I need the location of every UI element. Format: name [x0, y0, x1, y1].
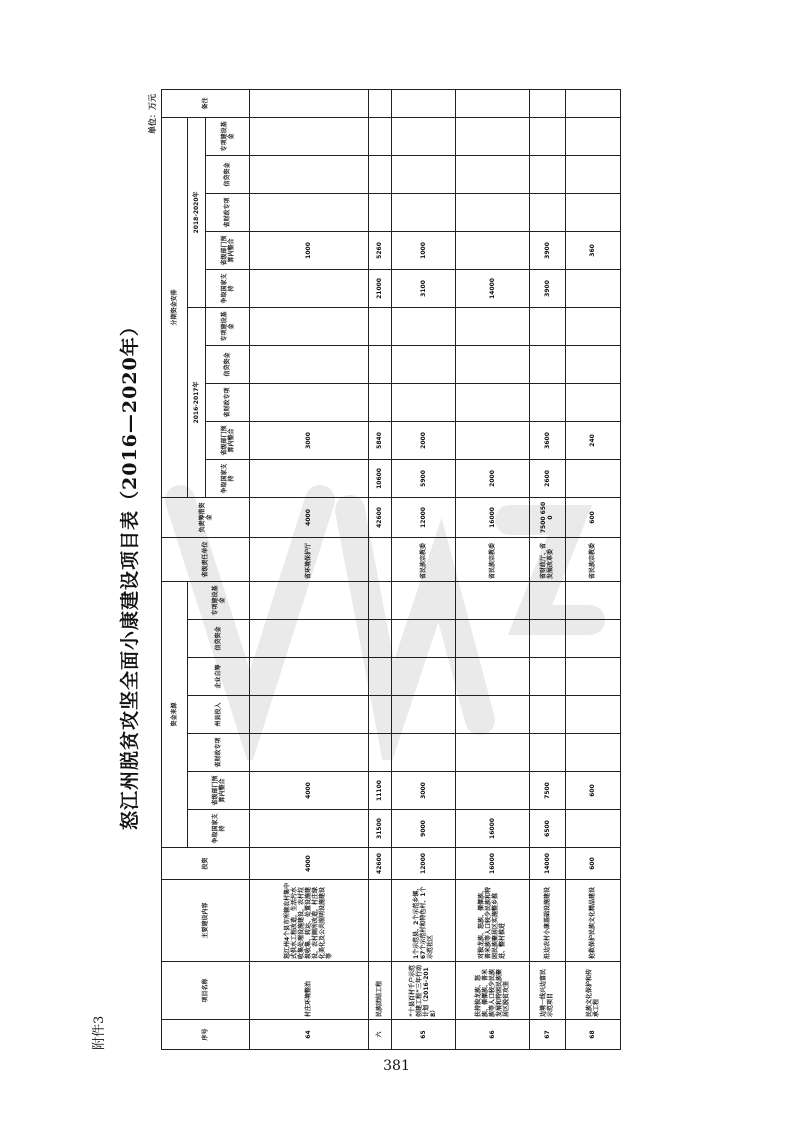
- header-p1-construction-fund: 专项建设基金: [206, 307, 250, 345]
- cell-fs-loan: [368, 620, 391, 658]
- cell-p1-construction-fund: [250, 307, 369, 345]
- table-row: [368, 89, 391, 1049]
- cell-p2-construction-fund: [368, 117, 391, 155]
- cell-p1-loan: [368, 345, 391, 383]
- cell-name: 村庄环境整治: [250, 962, 369, 1020]
- header-p2-loan: 信贷资金: [206, 155, 250, 193]
- cell-p2-loan: [392, 155, 456, 193]
- cell-p1-provincial-dept: 3600: [529, 421, 565, 459]
- cell-resp-unit: 省民族宗教委: [565, 537, 620, 581]
- header-investment: 投资: [162, 848, 250, 880]
- cell-remarks: [455, 89, 529, 117]
- cell-fs-provincial-dept: 600: [565, 772, 620, 810]
- cell-p2-provincial-dept: 1000: [250, 231, 369, 269]
- cell-fs-prefecture: [529, 696, 565, 734]
- cell-seq: 66: [455, 1020, 529, 1050]
- cell-p2-loan: [529, 155, 565, 193]
- cell-p1-loan: [565, 345, 620, 383]
- cell-fs-provincial-dept: 11100: [368, 772, 391, 810]
- cell-p1-construction-fund: [565, 307, 620, 345]
- cell-fs-national: 16000: [455, 810, 529, 848]
- cell-seq: 64: [250, 1020, 369, 1050]
- header-fs-provincial-dept: 省级部门预算内整合: [188, 772, 250, 810]
- header-p1-loan: 信贷资金: [206, 345, 250, 383]
- cell-p1-provincial-dept: 5840: [368, 421, 391, 459]
- cell-p1-loan: [529, 345, 565, 383]
- cell-fs-provincial-dept: 7500: [529, 772, 565, 810]
- cell-resp-funds: 42600: [368, 497, 391, 537]
- cell-fs-national: 9000: [392, 810, 456, 848]
- cell-fs-loan: [392, 620, 456, 658]
- header-seq: 序号: [162, 1020, 250, 1050]
- header-fs-loan: 信贷资金: [188, 620, 250, 658]
- cell-fs-national: [250, 810, 369, 848]
- cell-fs-loan: [455, 620, 529, 658]
- cell-p2-provincial-dept: 5260: [368, 231, 391, 269]
- cell-p1-national: [250, 459, 369, 497]
- cell-p2-provincial-special: [250, 193, 369, 231]
- cell-p1-provincial-dept: 240: [565, 421, 620, 459]
- cell-name: 民族文化保护和传承工程: [565, 962, 620, 1020]
- cell-seq: 68: [565, 1020, 620, 1050]
- cell-p2-provincial-dept: [455, 231, 529, 269]
- cell-fs-provincial-dept: [455, 772, 529, 810]
- cell-p2-loan: [565, 155, 620, 193]
- cell-name: “十县百村千户示范创建工程”三年行动计划（2016-2018）: [392, 962, 456, 1020]
- header-period-2: 2018-2020年: [188, 117, 206, 307]
- cell-investment: 42600: [368, 848, 391, 880]
- cell-fs-provincial-special: [250, 734, 369, 772]
- header-fs-enterprise: 企业自筹: [188, 658, 250, 696]
- cell-content: [368, 880, 391, 962]
- cell-fs-loan: [250, 620, 369, 658]
- cell-p2-national: [250, 269, 369, 307]
- cell-p2-construction-fund: [565, 117, 620, 155]
- cell-fs-prefecture: [455, 696, 529, 734]
- cell-p1-construction-fund: [529, 307, 565, 345]
- cell-fs-enterprise: [368, 658, 391, 696]
- cell-fs-provincial-special: [392, 734, 456, 772]
- cell-resp-funds: 600: [565, 497, 620, 537]
- cell-p2-provincial-special: [455, 193, 529, 231]
- cell-p1-provincial-special: [565, 383, 620, 421]
- cell-p2-construction-fund: [392, 117, 456, 155]
- cell-investment: 16000: [455, 848, 529, 880]
- cell-fs-prefecture: [392, 696, 456, 734]
- page-title: 怒江州脱贫攻坚全面小康建设项目表（2016—2020年）: [119, 316, 141, 830]
- table-row: [250, 89, 369, 1049]
- cell-resp-funds: 16000: [455, 497, 529, 537]
- cell-content: 怒江州4个县市所辖农村集中式供水工程改造，生活污水收集处理设施建设，农村垃圾收集、转运、处置设施建设，农村厕所改造，村庄绿化美化及公共照明设施建设等: [250, 880, 369, 962]
- header-resp-funds: 负责筹措资金: [162, 497, 250, 537]
- header-p2-construction-fund: 专项建设基金: [206, 117, 250, 155]
- cell-p2-provincial-special: [529, 193, 565, 231]
- header-fs-construction-fund: 专项建设基金: [188, 581, 250, 619]
- cell-remarks: [392, 89, 456, 117]
- cell-fs-construction-fund: [455, 581, 529, 619]
- header-remarks: 备注: [162, 89, 250, 117]
- cell-fs-construction-fund: [250, 581, 369, 619]
- cell-fs-enterprise: [250, 658, 369, 696]
- header-p1-provincial-dept: 省级部门预算内整合: [206, 421, 250, 459]
- header-period-1: 2016-2017年: [188, 307, 206, 497]
- cell-p1-provincial-dept: 3000: [250, 421, 369, 459]
- cell-name: 边境一线兴边富民示范项目: [529, 962, 565, 1020]
- cell-fs-provincial-dept: 4000: [250, 772, 369, 810]
- cell-content: 沿边农村小康基础设施建设: [529, 880, 565, 962]
- header-name: 项目名称: [162, 962, 250, 1020]
- cell-p2-national: 3100: [392, 269, 456, 307]
- cell-p2-provincial-special: [565, 193, 620, 231]
- cell-fs-construction-fund: [565, 581, 620, 619]
- cell-fs-enterprise: [392, 658, 456, 696]
- cell-seq: 六: [368, 1020, 391, 1050]
- cell-p2-provincial-dept: 1000: [392, 231, 456, 269]
- cell-fs-provincial-special: [565, 734, 620, 772]
- cell-name: 扶持独龙族、怒族、傈僳族、普米族等人口较少民族发展和特困民族聚居区脱贫攻坚: [455, 962, 529, 1020]
- page-number: 381: [383, 1058, 410, 1074]
- header-p2-provincial-special: 省财政专项: [206, 193, 250, 231]
- cell-remarks: [529, 89, 565, 117]
- header-p1-national: 争取国家支持: [206, 459, 250, 497]
- cell-fs-enterprise: [565, 658, 620, 696]
- cell-p1-construction-fund: [368, 307, 391, 345]
- cell-investment: 12000: [392, 848, 456, 880]
- cell-fs-prefecture: [250, 696, 369, 734]
- cell-fs-construction-fund: [392, 581, 456, 619]
- cell-p1-loan: [392, 345, 456, 383]
- cell-resp-unit: 省民族宗教委: [455, 537, 529, 581]
- cell-p1-provincial-special: [529, 383, 565, 421]
- table-row: [529, 89, 565, 1049]
- header-fs-prefecture: 州县投入: [188, 696, 250, 734]
- cell-resp-unit: 省环境保护厅: [250, 537, 369, 581]
- cell-resp-unit: 省财政厅、省发展改革委: [529, 537, 565, 581]
- cell-fs-provincial-special: [368, 734, 391, 772]
- cell-content: 对独龙族、怒族、傈僳族、普米族等人口较少民族和特困民族聚居区实施整乡推进、整村推进: [455, 880, 529, 962]
- cell-p2-loan: [250, 155, 369, 193]
- cell-p1-loan: [250, 345, 369, 383]
- cell-p2-provincial-dept: 3900: [529, 231, 565, 269]
- cell-p2-provincial-special: [392, 193, 456, 231]
- rotated-table-container: [161, 90, 621, 1050]
- header-p2-national: 争取国家支持: [206, 269, 250, 307]
- cell-p1-provincial-dept: 2000: [392, 421, 456, 459]
- cell-fs-national: [565, 810, 620, 848]
- cell-p1-national: [565, 459, 620, 497]
- cell-fs-prefecture: [565, 696, 620, 734]
- cell-resp-unit: [368, 537, 391, 581]
- cell-seq: 65: [392, 1020, 456, 1050]
- cell-p2-national: 14000: [455, 269, 529, 307]
- cell-p1-national: 2000: [455, 459, 529, 497]
- cell-p2-national: [565, 269, 620, 307]
- cell-remarks: [250, 89, 369, 117]
- cell-fs-loan: [529, 620, 565, 658]
- cell-p1-national: 2600: [529, 459, 565, 497]
- header-p1-provincial-special: 省财政专项: [206, 383, 250, 421]
- cell-remarks: [565, 89, 620, 117]
- cell-p2-national: 21000: [368, 269, 391, 307]
- cell-fs-provincial-special: [529, 734, 565, 772]
- header-resp-unit: 省级责任单位: [162, 537, 250, 581]
- table-row: [455, 89, 529, 1049]
- table-row: [392, 89, 456, 1049]
- cell-p1-provincial-special: [455, 383, 529, 421]
- cell-p1-provincial-dept: [455, 421, 529, 459]
- cell-fs-prefecture: [368, 696, 391, 734]
- header-fs-national: 争取国家支持: [188, 810, 250, 848]
- header-funding-source: 资金来源: [162, 581, 188, 847]
- cell-p1-national: 5900: [392, 459, 456, 497]
- cell-investment: 4000: [250, 848, 369, 880]
- cell-fs-enterprise: [529, 658, 565, 696]
- cell-p1-construction-fund: [392, 307, 456, 345]
- cell-p2-provincial-dept: 360: [565, 231, 620, 269]
- cell-p2-construction-fund: [529, 117, 565, 155]
- cell-p1-national: 10600: [368, 459, 391, 497]
- cell-p2-national: 3900: [529, 269, 565, 307]
- cell-resp-funds: 4000: [250, 497, 369, 537]
- cell-fs-construction-fund: [368, 581, 391, 619]
- cell-investment: 600: [565, 848, 620, 880]
- header-row-1: [162, 89, 188, 1049]
- cell-p1-loan: [455, 345, 529, 383]
- cell-p2-construction-fund: [455, 117, 529, 155]
- cell-p2-loan: [368, 155, 391, 193]
- header-phased: 分期资金安排: [162, 117, 188, 497]
- cell-p1-construction-fund: [455, 307, 529, 345]
- cell-p2-loan: [455, 155, 529, 193]
- cell-fs-provincial-dept: 3000: [392, 772, 456, 810]
- annex-label: 附件3: [92, 1015, 107, 1050]
- cell-p2-construction-fund: [250, 117, 369, 155]
- cell-content: 抢救保护民族文化精品建设: [565, 880, 620, 962]
- table-row: [565, 89, 620, 1049]
- cell-seq: 67: [529, 1020, 565, 1050]
- cell-remarks: [368, 89, 391, 117]
- cell-p2-provincial-special: [368, 193, 391, 231]
- cell-resp-unit: 省民族宗教委: [392, 537, 456, 581]
- cell-investment: 14000: [529, 848, 565, 880]
- cell-p1-provincial-special: [368, 383, 391, 421]
- cell-fs-national: 31500: [368, 810, 391, 848]
- cell-resp-funds: 7500 6500: [529, 497, 565, 537]
- header-p2-provincial-dept: 省级部门预算内整合: [206, 231, 250, 269]
- cell-p1-provincial-special: [250, 383, 369, 421]
- unit-label: 单位：万元: [148, 94, 157, 134]
- cell-fs-construction-fund: [529, 581, 565, 619]
- cell-fs-provincial-special: [455, 734, 529, 772]
- table-body: [250, 89, 621, 1049]
- cell-resp-funds: 12000: [392, 497, 456, 537]
- cell-fs-national: 6500: [529, 810, 565, 848]
- cell-name: 民族团结工程: [368, 962, 391, 1020]
- cell-fs-enterprise: [455, 658, 529, 696]
- header-content: 主要建设内容: [162, 880, 250, 962]
- cell-content: 1个示范县、2个示范乡镇、67个示范村和特色村、1个示范社区: [392, 880, 456, 962]
- project-table: [161, 89, 621, 1050]
- header-fs-provincial-special: 省财政专项: [188, 734, 250, 772]
- cell-fs-loan: [565, 620, 620, 658]
- cell-p1-provincial-special: [392, 383, 456, 421]
